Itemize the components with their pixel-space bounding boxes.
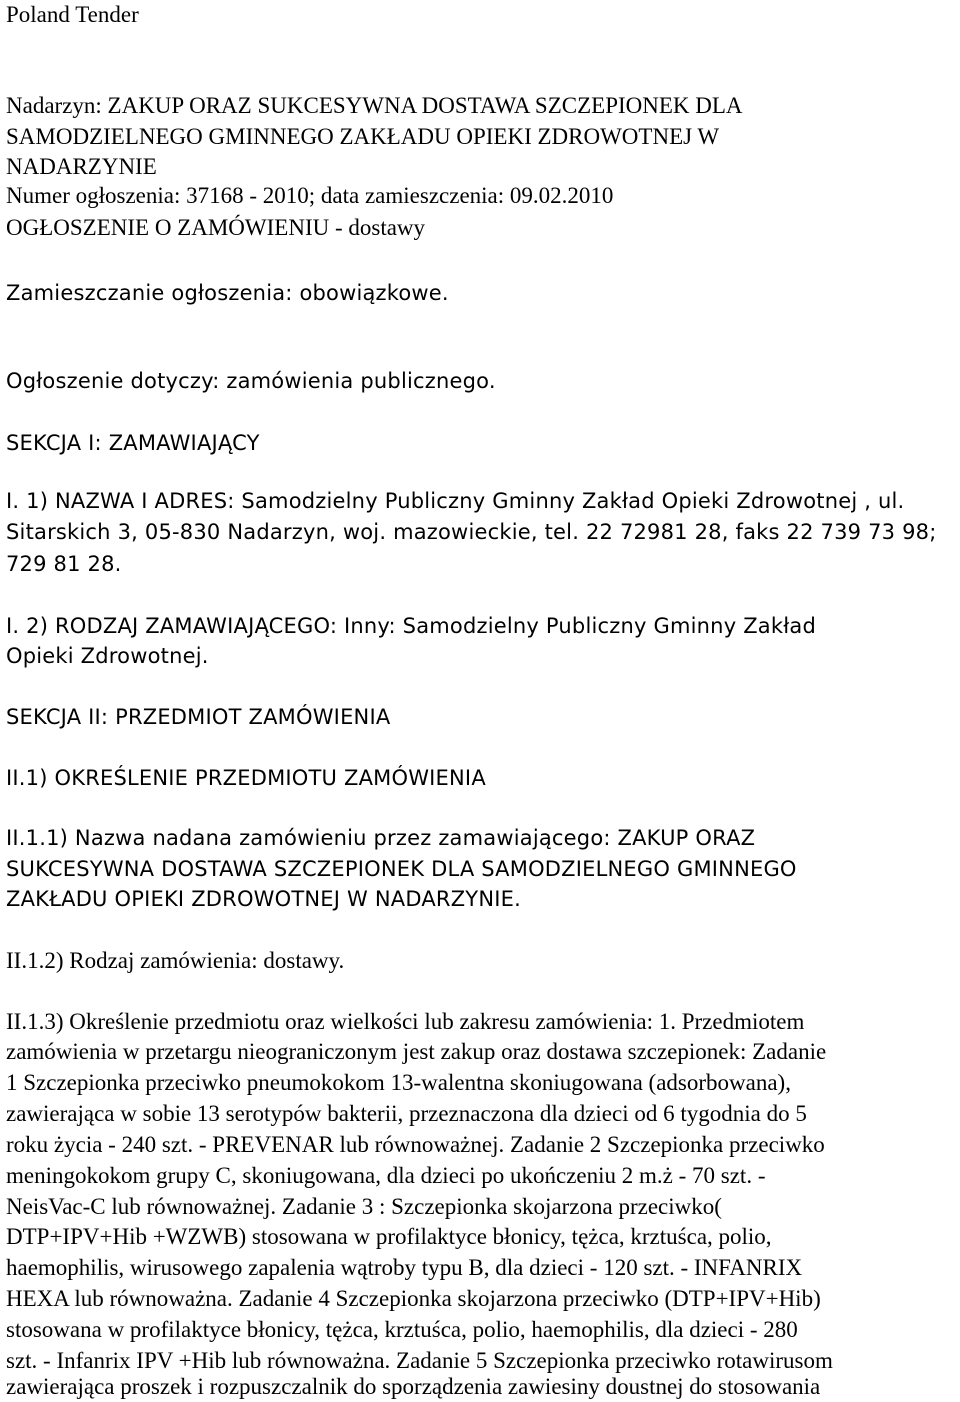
order-description-line-8: DTP+IPV+Hib +WZWB) stosowana w profilaktyce błonicy, tężca, krztuśca, polio,: [6, 1224, 772, 1249]
section-2-subheading: II.1) OKREŚLENIE PRZEDMIOTU ZAMÓWIENIA: [6, 766, 486, 790]
order-name-line-2: SUKCESYWNA DOSTAWA SZCZEPIONEK DLA SAMODZIELNEGO GMINNEGO: [6, 857, 797, 881]
order-description-line-12: szt. - Infanrix IPV +Hib lub równoważna. Zadanie 5 Szczepionka przeciwko rotawirusom: [6, 1348, 833, 1373]
concerns-info: Ogłoszenie dotyczy: zamówienia publicznego.: [6, 369, 496, 393]
section-1-name-line-1: I. 1) NAZWA I ADRES: Samodzielny Publiczny Gminny Zakład Opieki Zdrowotnej , ul.: [6, 489, 905, 513]
section-1-name-line-3: 729 81 28.: [6, 552, 122, 576]
order-description-line-5: roku życia - 240 szt. - PREVENAR lub równoważnej. Zadanie 2 Szczepionka przeciwko: [6, 1132, 825, 1157]
notice-number: Numer ogłoszenia: 37168 - 2010; data zamieszczenia: 09.02.2010: [6, 183, 614, 208]
order-name-line-3: ZAKŁADU OPIEKI ZDROWOTNEJ W NADARZYNIE.: [6, 887, 521, 911]
order-description-line-11: stosowana w profilaktyce błonicy, tężca, krztuśca, polio, haemophilis, dla dzieci - 280: [6, 1317, 798, 1342]
order-description-line-9: haemophilis, wirusowego zapalenia wątroby typu B, dla dzieci - 120 szt. - INFANRIX: [6, 1255, 803, 1280]
section-2-heading: SEKCJA II: PRZEDMIOT ZAMÓWIENIA: [6, 705, 391, 729]
order-name-line-1: II.1.1) Nazwa nadana zamówieniu przez zamawiającego: ZAKUP ORAZ: [6, 826, 756, 850]
page-title: Poland Tender: [6, 2, 139, 27]
tender-title-line-3: NADARZYNIE: [6, 154, 157, 179]
order-description-line-2: zamówienia w przetargu nieograniczonym jest zakup oraz dostawa szczepionek: Zadanie: [6, 1039, 827, 1064]
order-description-line-3: 1 Szczepionka przeciwko pneumokokom 13-walentna skoniugowana (adsorbowana),: [6, 1070, 791, 1095]
section-1-type-line-1: I. 2) RODZAJ ZAMAWIAJĄCEGO: Inny: Samodzielny Publiczny Gminny Zakład: [6, 614, 816, 638]
order-description-line-6: meningokokom grupy C, skoniugowana, dla dzieci po ukończeniu 2 m.ż - 70 szt. -: [6, 1163, 766, 1188]
section-1-heading: SEKCJA I: ZAMAWIAJĄCY: [6, 431, 260, 455]
order-description-line-13: zawierająca proszek i rozpuszczalnik do sporządzenia zawiesiny doustnej do stosowania: [6, 1374, 821, 1399]
section-1-type-line-2: Opieki Zdrowotnej.: [6, 644, 209, 668]
tender-title-line-1: Nadarzyn: ZAKUP ORAZ SUKCESYWNA DOSTAWA SZCZEPIONEK DLA: [6, 93, 743, 118]
order-description-line-4: zawierająca w sobie 13 serotypów bakterii, przeznaczona dla dzieci od 6 tygodnia do 5: [6, 1101, 807, 1126]
notice-type: OGŁOSZENIE O ZAMÓWIENIU - dostawy: [6, 215, 426, 240]
tender-title-line-2: SAMODZIELNEGO GMINNEGO ZAKŁADU OPIEKI ZDROWOTNEJ W: [6, 124, 720, 149]
order-description-line-10: HEXA lub równoważna. Zadanie 4 Szczepionka skojarzona przeciwko (DTP+IPV+Hib): [6, 1286, 821, 1311]
section-1-name-line-2: Sitarskich 3, 05-830 Nadarzyn, woj. mazowieckie, tel. 22 72981 28, faks 22 739 73 98;: [6, 520, 937, 544]
order-description-line-1: II.1.3) Określenie przedmiotu oraz wielkości lub zakresu zamówienia: 1. Przedmiotem: [6, 1009, 805, 1034]
posting-info: Zamieszczanie ogłoszenia: obowiązkowe.: [6, 281, 449, 305]
order-kind: II.1.2) Rodzaj zamówienia: dostawy.: [6, 948, 345, 973]
order-description-line-7: NeisVac-C lub równoważnej. Zadanie 3 : Szczepionka skojarzona przeciwko(: [6, 1194, 722, 1219]
